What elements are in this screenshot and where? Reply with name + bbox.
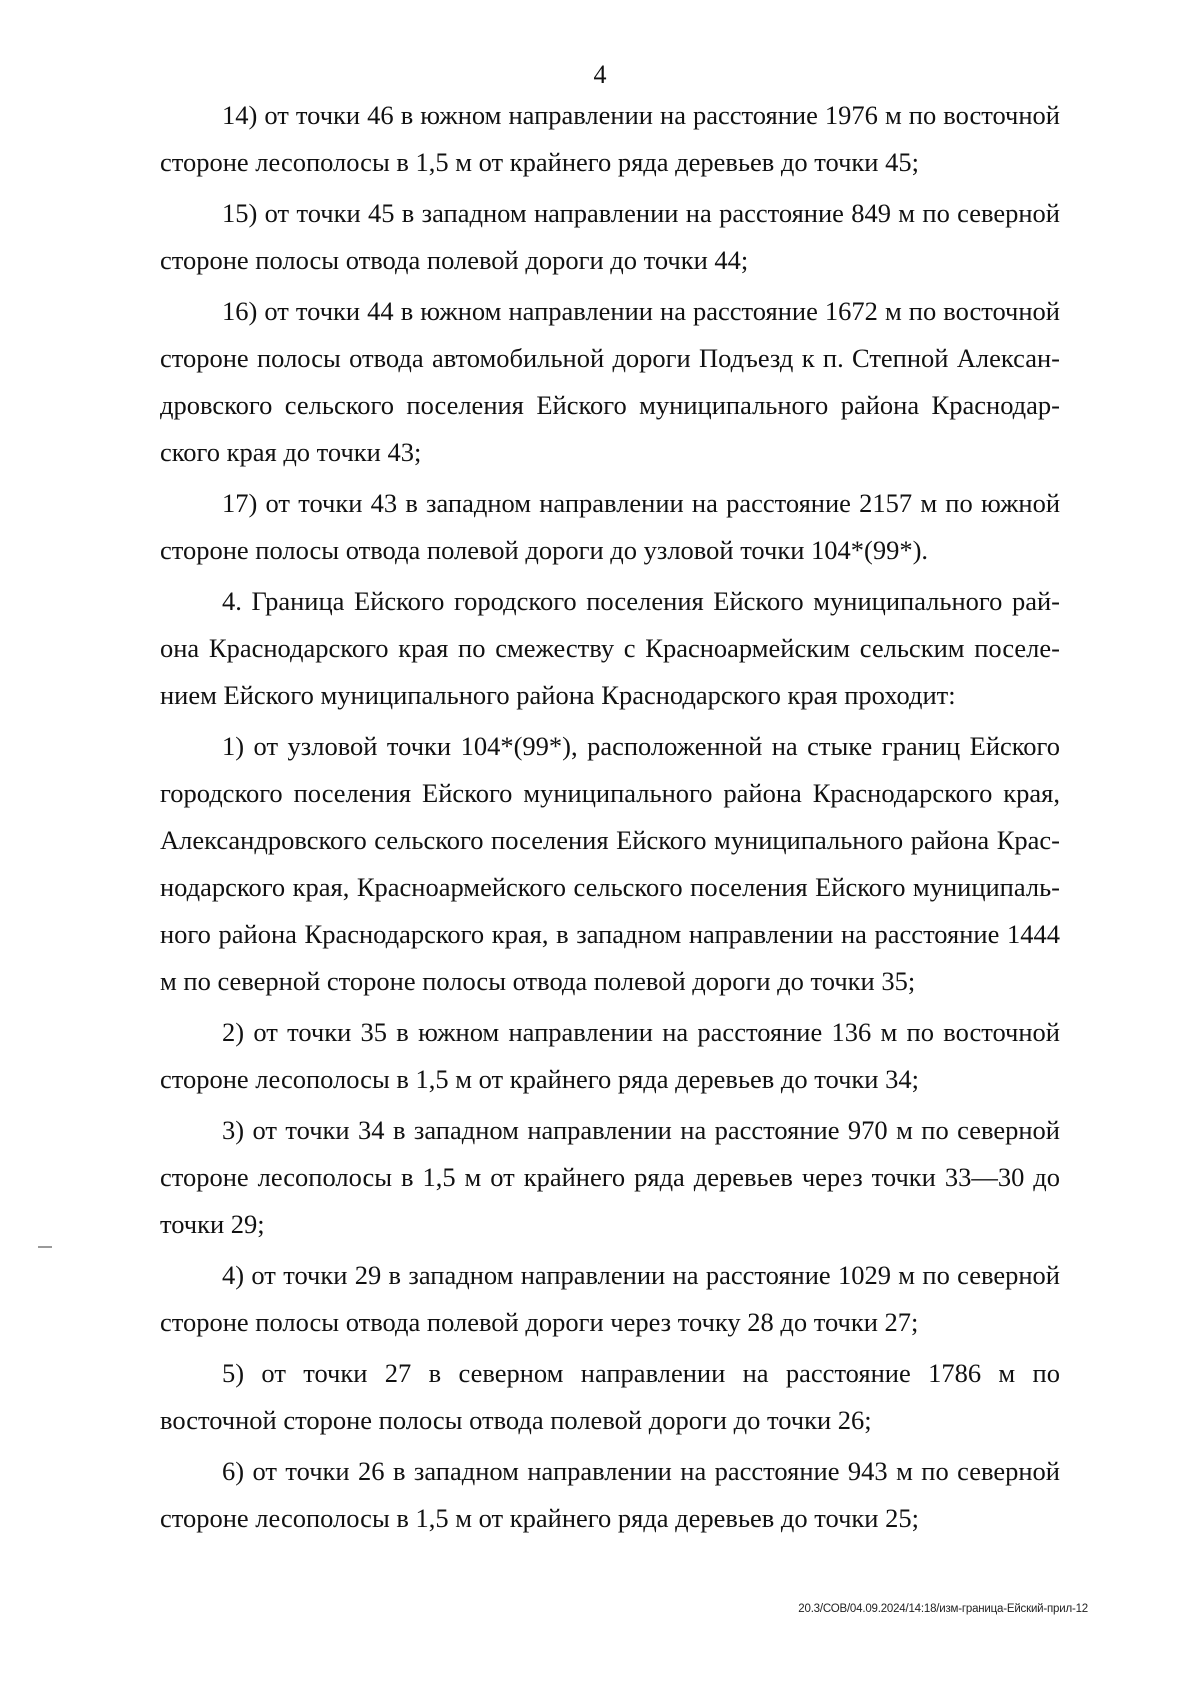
paragraph-item-17: 17) от точки 43 в западном направлении на расстояние 2157 м по южной стороне полосы отвода полевой дороги до узловой точки 104*(99*).: [160, 488, 1060, 565]
document-footer-code: 20.3/СОВ/04.09.2024/14:18/изм-граница-Ейский-прил-12: [798, 1603, 1088, 1615]
paragraph-item-4: 4) от точки 29 в западном направлении на расстояние 1029 м по северной стороне полосы отвода полевой дороги через точку 28 до точки 27;: [160, 1260, 1060, 1337]
document-body: [160, 92, 1060, 1546]
paragraph-item-3: 3) от точки 34 в западном направлении на расстояние 970 м по северной стороне лесополосы в 1,5 м от крайнего ряда деревьев через точки 33—30 до точки 29;: [160, 1115, 1060, 1239]
scan-margin-mark: [38, 1246, 52, 1248]
paragraph-item-1: 1) от узловой точки 104*(99*), расположенной на стыке границ Ейского городского поселения Ейского муниципального района Краснодарского края, Александровского сельского поселения Ейского муниципального района Краснодарского края, Красноармейского сельского поселения Ейского муниципального района Краснодарского края, в западном направлении на расстояние 1444 м по северной стороне полосы отвода полевой дороги до точки 35;: [160, 731, 1060, 996]
paragraph-item-6: 6) от точки 26 в западном направлении на расстояние 943 м по северной стороне лесополосы в 1,5 м от крайнего ряда деревьев до точки 25;: [160, 1456, 1060, 1533]
paragraph-item-14: 14) от точки 46 в южном направлении на расстояние 1976 м по восточной стороне лесополосы в 1,5 м от крайнего ряда деревьев до точки 45;: [160, 100, 1060, 177]
paragraph-item-5: 5) от точки 27 в северном направлении на расстояние 1786 м по восточной стороне полосы отвода полевой дороги до точки 26;: [160, 1358, 1060, 1435]
paragraph-item-16: 16) от точки 44 в южном направлении на расстояние 1672 м по восточной стороне полосы отвода автомобильной дороги Подъезд к п. Степной Александровского сельского поселения Ейского муниципального района Краснодарского края до точки 43;: [160, 296, 1060, 467]
page-number: 4: [593, 60, 607, 89]
paragraph-item-15: 15) от точки 45 в западном направлении на расстояние 849 м по северной стороне полосы отвода полевой дороги до точки 44;: [160, 198, 1060, 275]
paragraph-item-2: 2) от точки 35 в южном направлении на расстояние 136 м по восточной стороне лесополосы в 1,5 м от крайнего ряда деревьев до точки 34;: [160, 1017, 1060, 1094]
section-4-heading-paragraph: 4. Граница Ейского городского поселения Ейского муниципального района Краснодарского края по смежеству с Красноармейским сельским поселением Ейского муниципального района Краснодарского края проходит:: [160, 586, 1060, 710]
